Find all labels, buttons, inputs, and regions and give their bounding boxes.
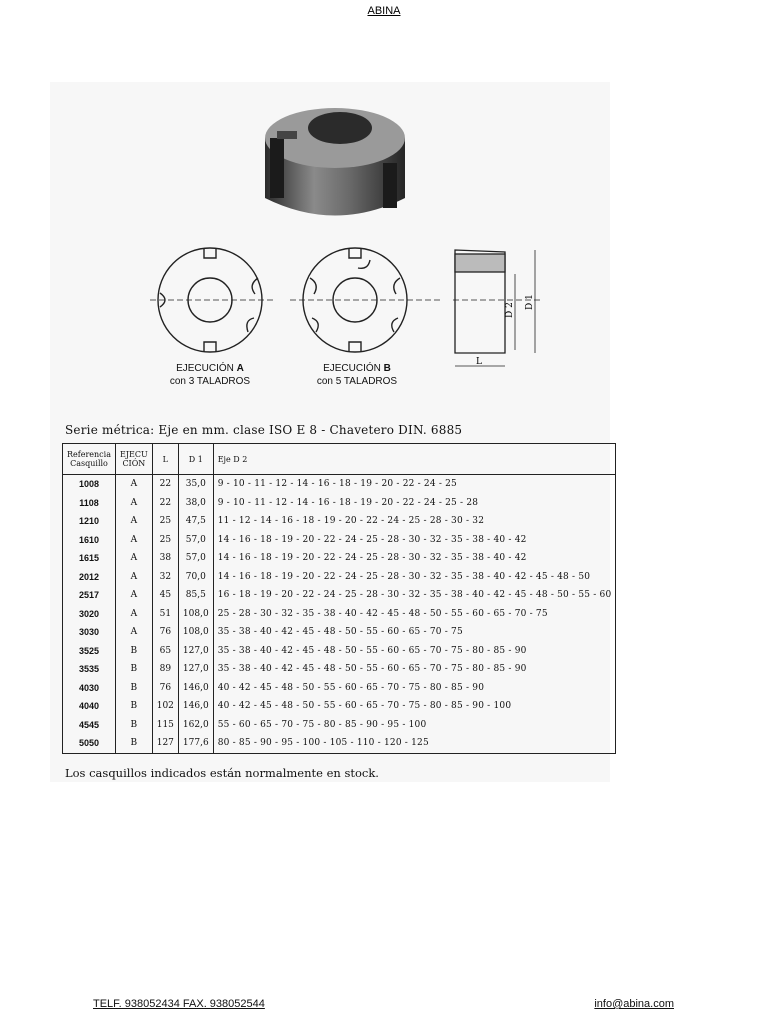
dim-label-d2: D 2 <box>505 302 515 318</box>
cell-reference: 2012 <box>63 568 116 587</box>
cell-reference: 3020 <box>63 605 116 624</box>
table-row <box>63 716 616 735</box>
cell-execution: A <box>115 512 152 531</box>
cell-d1: 47,5 <box>178 512 213 531</box>
caption-execution-a <box>150 362 270 388</box>
cell-d2: 40 - 42 - 45 - 48 - 50 - 55 - 60 - 65 - 70 - 75 - 80 - 85 - 90 <box>213 679 616 698</box>
cell-d2: 25 - 28 - 30 - 32 - 35 - 38 - 40 - 42 - 45 - 48 - 50 - 55 - 60 - 65 - 70 - 75 <box>213 605 616 624</box>
cell-d1: 38,0 <box>178 494 213 513</box>
table-row <box>63 475 616 494</box>
cell-reference: 1108 <box>63 494 116 513</box>
cell-d1: 127,0 <box>178 660 213 679</box>
cell-d1: 162,0 <box>178 716 213 735</box>
caption-b-subtitle: con 5 TALADROS <box>316 376 398 387</box>
cell-execution: A <box>115 475 152 494</box>
cell-d2: 40 - 42 - 45 - 48 - 50 - 55 - 60 - 65 - 70 - 75 - 80 - 85 - 90 - 100 <box>213 697 616 716</box>
cell-d1: 70,0 <box>178 568 213 587</box>
cell-d1: 127,0 <box>178 642 213 661</box>
cell-d2: 9 - 10 - 11 - 12 - 14 - 16 - 18 - 19 - 20 - 22 - 24 - 25 - 28 <box>213 494 616 513</box>
cell-d2: 35 - 38 - 40 - 42 - 45 - 48 - 50 - 55 - 60 - 65 - 70 - 75 - 80 - 85 - 90 <box>213 642 616 661</box>
cell-d1: 57,0 <box>178 531 213 550</box>
cell-d2: 14 - 16 - 18 - 19 - 20 - 22 - 24 - 25 - 28 - 30 - 32 - 35 - 38 - 40 - 42 <box>213 531 616 550</box>
header-l: L <box>152 444 178 475</box>
cell-execution: A <box>115 605 152 624</box>
cell-reference: 4545 <box>63 716 116 735</box>
cell-d2: 14 - 16 - 18 - 19 - 20 - 22 - 24 - 25 - 28 - 30 - 32 - 35 - 38 - 40 - 42 - 45 - 48 - 50 <box>213 568 616 587</box>
header-d2: Eje D 2 <box>213 444 616 475</box>
cell-d2: 80 - 85 - 90 - 95 - 100 - 105 - 110 - 120 - 125 <box>213 734 616 753</box>
cell-reference: 1210 <box>63 512 116 531</box>
cell-execution: B <box>115 660 152 679</box>
cell-l: 102 <box>152 697 178 716</box>
table-row <box>63 512 616 531</box>
cell-l: 25 <box>152 512 178 531</box>
cell-d1: 57,0 <box>178 549 213 568</box>
caption-b-title: EJECUCIÓN <box>323 363 381 374</box>
cell-d2: 35 - 38 - 40 - 42 - 45 - 48 - 50 - 55 - 60 - 65 - 70 - 75 <box>213 623 616 642</box>
series-title: Serie métrica: Eje en mm. clase ISO E 8 - Chavetero DIN. 6885 <box>65 423 463 437</box>
footer-phone-fax[interactable]: TELF. 938052434 FAX. 938052544 <box>93 998 265 1010</box>
cell-d1: 35,0 <box>178 475 213 494</box>
header-company-link[interactable]: ABINA <box>367 5 401 17</box>
caption-a-title: EJECUCIÓN <box>176 363 234 374</box>
dim-label-d1: D 1 <box>525 294 535 310</box>
table-row <box>63 660 616 679</box>
cell-reference: 3535 <box>63 660 116 679</box>
cell-d1: 108,0 <box>178 605 213 624</box>
cell-d2: 55 - 60 - 65 - 70 - 75 - 80 - 85 - 90 - 95 - 100 <box>213 716 616 735</box>
table-row <box>63 679 616 698</box>
execution-a-drawing <box>150 248 275 352</box>
bushing-spec-table <box>62 443 616 754</box>
table-row <box>63 623 616 642</box>
stock-note: Los casquillos indicados están normalmente en stock. <box>65 766 379 780</box>
caption-execution-b <box>297 362 417 388</box>
cell-d2: 11 - 12 - 14 - 16 - 18 - 19 - 20 - 22 - 24 - 25 - 28 - 30 - 32 <box>213 512 616 531</box>
caption-b-letter: B <box>383 363 391 374</box>
cell-execution: B <box>115 734 152 753</box>
caption-a-letter: A <box>236 363 244 374</box>
table-row <box>63 642 616 661</box>
table-header-row <box>63 444 616 475</box>
cell-d1: 146,0 <box>178 697 213 716</box>
cell-l: 22 <box>152 494 178 513</box>
cell-execution: A <box>115 531 152 550</box>
cell-l: 51 <box>152 605 178 624</box>
cell-execution: A <box>115 568 152 587</box>
cell-execution: A <box>115 623 152 642</box>
cell-d1: 108,0 <box>178 623 213 642</box>
cell-l: 127 <box>152 734 178 753</box>
cell-l: 32 <box>152 568 178 587</box>
cell-d1: 85,5 <box>178 586 213 605</box>
cell-l: 65 <box>152 642 178 661</box>
cell-l: 89 <box>152 660 178 679</box>
header-execution: EJECU CIÓN <box>115 444 152 475</box>
cell-reference: 5050 <box>63 734 116 753</box>
cell-l: 76 <box>152 679 178 698</box>
footer-email-link[interactable]: info@abina.com <box>594 998 674 1010</box>
cell-execution: B <box>115 679 152 698</box>
table-row <box>63 586 616 605</box>
cell-reference: 1008 <box>63 475 116 494</box>
cell-execution: A <box>115 494 152 513</box>
cell-d1: 146,0 <box>178 679 213 698</box>
dim-label-l: L <box>476 357 482 367</box>
cell-reference: 4030 <box>63 679 116 698</box>
table-row <box>63 531 616 550</box>
cell-execution: B <box>115 697 152 716</box>
cell-reference: 3525 <box>63 642 116 661</box>
execution-b-drawing <box>290 248 440 352</box>
cell-reference: 3030 <box>63 623 116 642</box>
cell-execution: A <box>115 586 152 605</box>
table-row <box>63 734 616 753</box>
cell-l: 38 <box>152 549 178 568</box>
cell-reference: 1610 <box>63 531 116 550</box>
cell-d2: 16 - 18 - 19 - 20 - 22 - 24 - 25 - 28 - 30 - 32 - 35 - 38 - 40 - 42 - 45 - 48 - 50 - 55 - 60 <box>213 586 616 605</box>
cell-reference: 2517 <box>63 586 116 605</box>
cell-l: 22 <box>152 475 178 494</box>
cell-reference: 4040 <box>63 697 116 716</box>
cell-l: 115 <box>152 716 178 735</box>
table-row <box>63 494 616 513</box>
header-reference: Referencia Casquillo <box>63 444 116 475</box>
cell-l: 25 <box>152 531 178 550</box>
cell-execution: A <box>115 549 152 568</box>
table-row <box>63 697 616 716</box>
header-d1: D 1 <box>178 444 213 475</box>
cell-reference: 1615 <box>63 549 116 568</box>
caption-a-subtitle: con 3 TALADROS <box>169 376 251 387</box>
bushing-photo <box>255 98 415 228</box>
table-row <box>63 568 616 587</box>
cell-d2: 9 - 10 - 11 - 12 - 14 - 16 - 18 - 19 - 20 - 22 - 24 - 25 <box>213 475 616 494</box>
cell-d2: 35 - 38 - 40 - 42 - 45 - 48 - 50 - 55 - 60 - 65 - 70 - 75 - 80 - 85 - 90 <box>213 660 616 679</box>
cell-d1: 177,6 <box>178 734 213 753</box>
cell-l: 45 <box>152 586 178 605</box>
table-row <box>63 549 616 568</box>
cell-execution: B <box>115 642 152 661</box>
cell-execution: B <box>115 716 152 735</box>
cell-d2: 14 - 16 - 18 - 19 - 20 - 22 - 24 - 25 - 28 - 30 - 32 - 35 - 38 - 40 - 42 <box>213 549 616 568</box>
table-row <box>63 605 616 624</box>
cell-l: 76 <box>152 623 178 642</box>
